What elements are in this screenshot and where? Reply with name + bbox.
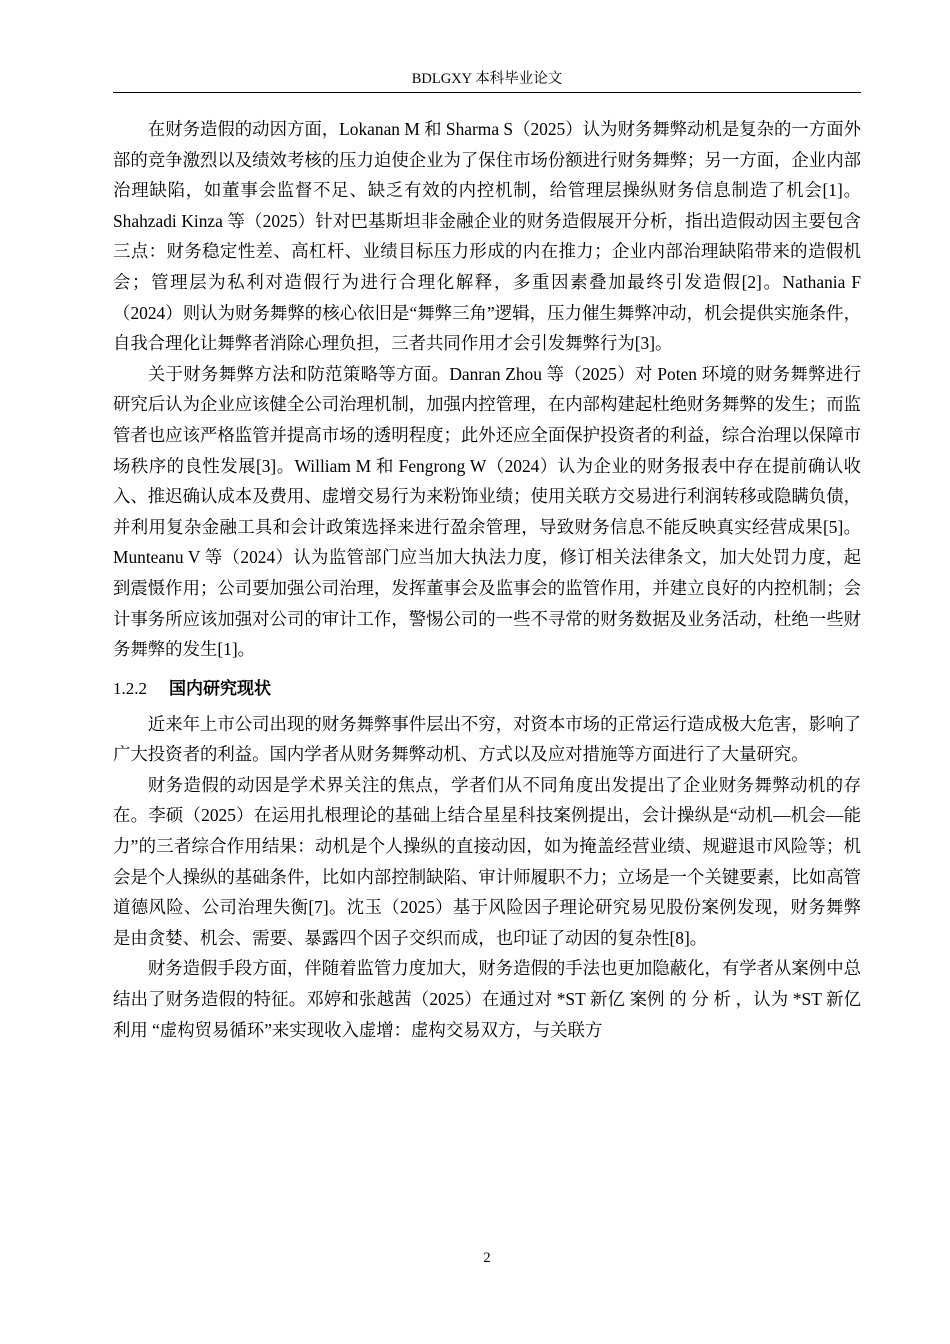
section-number: 1.2.2 [113,678,147,698]
paragraph-methods-domestic: 财务造假手段方面，伴随着监管力度加大，财务造假的手法也更加隐蔽化，有学者从案例中总结出了财务造假的特征。邓婷和张越茜（2025）在通过对 *ST 新亿 案例 的 分 析 ，认为 *ST 新亿 利用 “虚构贸易循环”来实现收入虚增：虚构交易双方，与关联方 [113,958,861,1040]
header-rule [113,92,861,93]
paragraph-causes-domestic: 财务造假的动因是学术界关注的焦点，学者们从不同角度出发提出了企业财务舞弊动机的存在。李硕（2025）在运用扎根理论的基础上结合星星科技案例提出，会计操纵是“动机—机会—能力”的三者综合作用结果：动机是个人操纵的直接动因，如为掩盖经营业绩、规避退市风险等；机会是个人操纵的基础条件，比如内部控制缺陷、审计师履职不力；立场是一个关键要素，比如高管道德风险、公司治理失衡[7]。沈玉（2025）基于风险因子理论研究易见股份案例发现，财务舞弊是由贪婪、机会、需要、暴露四个因子交织而成，也印证了动因的复杂性[8]。 [113,774,861,948]
section-title: 国内研究现状 [169,678,271,699]
section-heading [113,675,861,703]
paragraph-causes-foreign: 在财务造假的动因方面，Lokanan M 和 Sharma S（2025）认为财务舞弊动机是复杂的一方面外部的竞争激烈以及绩效考核的压力迫使企业为了保住市场份额进行财务舞弊；另一方面，企业内部治理缺陷，如董事会监督不足、缺乏有效的内控机制，给管理层操纵财务信息制造了机会[1]。Shahzadi Kinza 等（2025）针对巴基斯坦非金融企业的财务造假展开分析，指出造假动因主要包含三点：财务稳定性差、高杠杆、业绩目标压力形成的内在推力；企业内部治理缺陷带来的造假机会；管理层为私利对造假行为进行合理化解释，多重因素叠加最终引发造假[2]。Nathania F（2024）则认为财务舞弊的核心依旧是“舞弊三角”逻辑，压力催生舞弊冲动，机会提供实施条件，自我合理化让舞弊者消除心理负担，三者共同作用才会引发舞弊行为[3]。 [113,119,861,354]
page-number: 2 [483,1250,491,1266]
running-header: BDLGXY 本科毕业论文 [411,71,563,87]
paragraph-methods-foreign: 关于财务舞弊方法和防范策略等方面。Danran Zhou 等（2025）对 Poten 环境的财务舞弊进行研究后认为企业应该健全公司治理机制，加强内控管理，在内部构建起杜绝财务舞弊的发生；而监管者也应该严格监管并提高市场的透明程度；此外还应全面保护投资者的利益，综合治理以保障市场秩序的良性发展[3]。William M 和 Fengrong W（2024）认为企业的财务报表中存在提前确认收入、推迟确认成本及费用、虚增交易行为来粉饰业绩；使用关联方交易进行利润转移或隐瞒负债，并利用复杂金融工具和会计政策选择来进行盈余管理，导致财务信息不能反映真实经营成果[5]。Munteanu V 等（2024）认为监管部门应当加大执法力度，修订相关法律条文，加大处罚力度，起到震慑作用；公司要加强公司治理，发挥董事会及监事会的监管作用，并建立良好的内控机制；会计事务所应该加强对公司的审计工作，警惕公司的一些不寻常的财务数据及业务活动，杜绝一些财务舞弊的发生[1]。 [113,363,861,660]
body-text [113,114,861,1045]
paragraph-domestic-intro: 近来年上市公司出现的财务舞弊事件层出不穷，对资本市场的正常运行造成极大危害，影响了广大投资者的利益。国内学者从财务舞弊动机、方式以及应对措施等方面进行了大量研究。 [113,713,861,765]
